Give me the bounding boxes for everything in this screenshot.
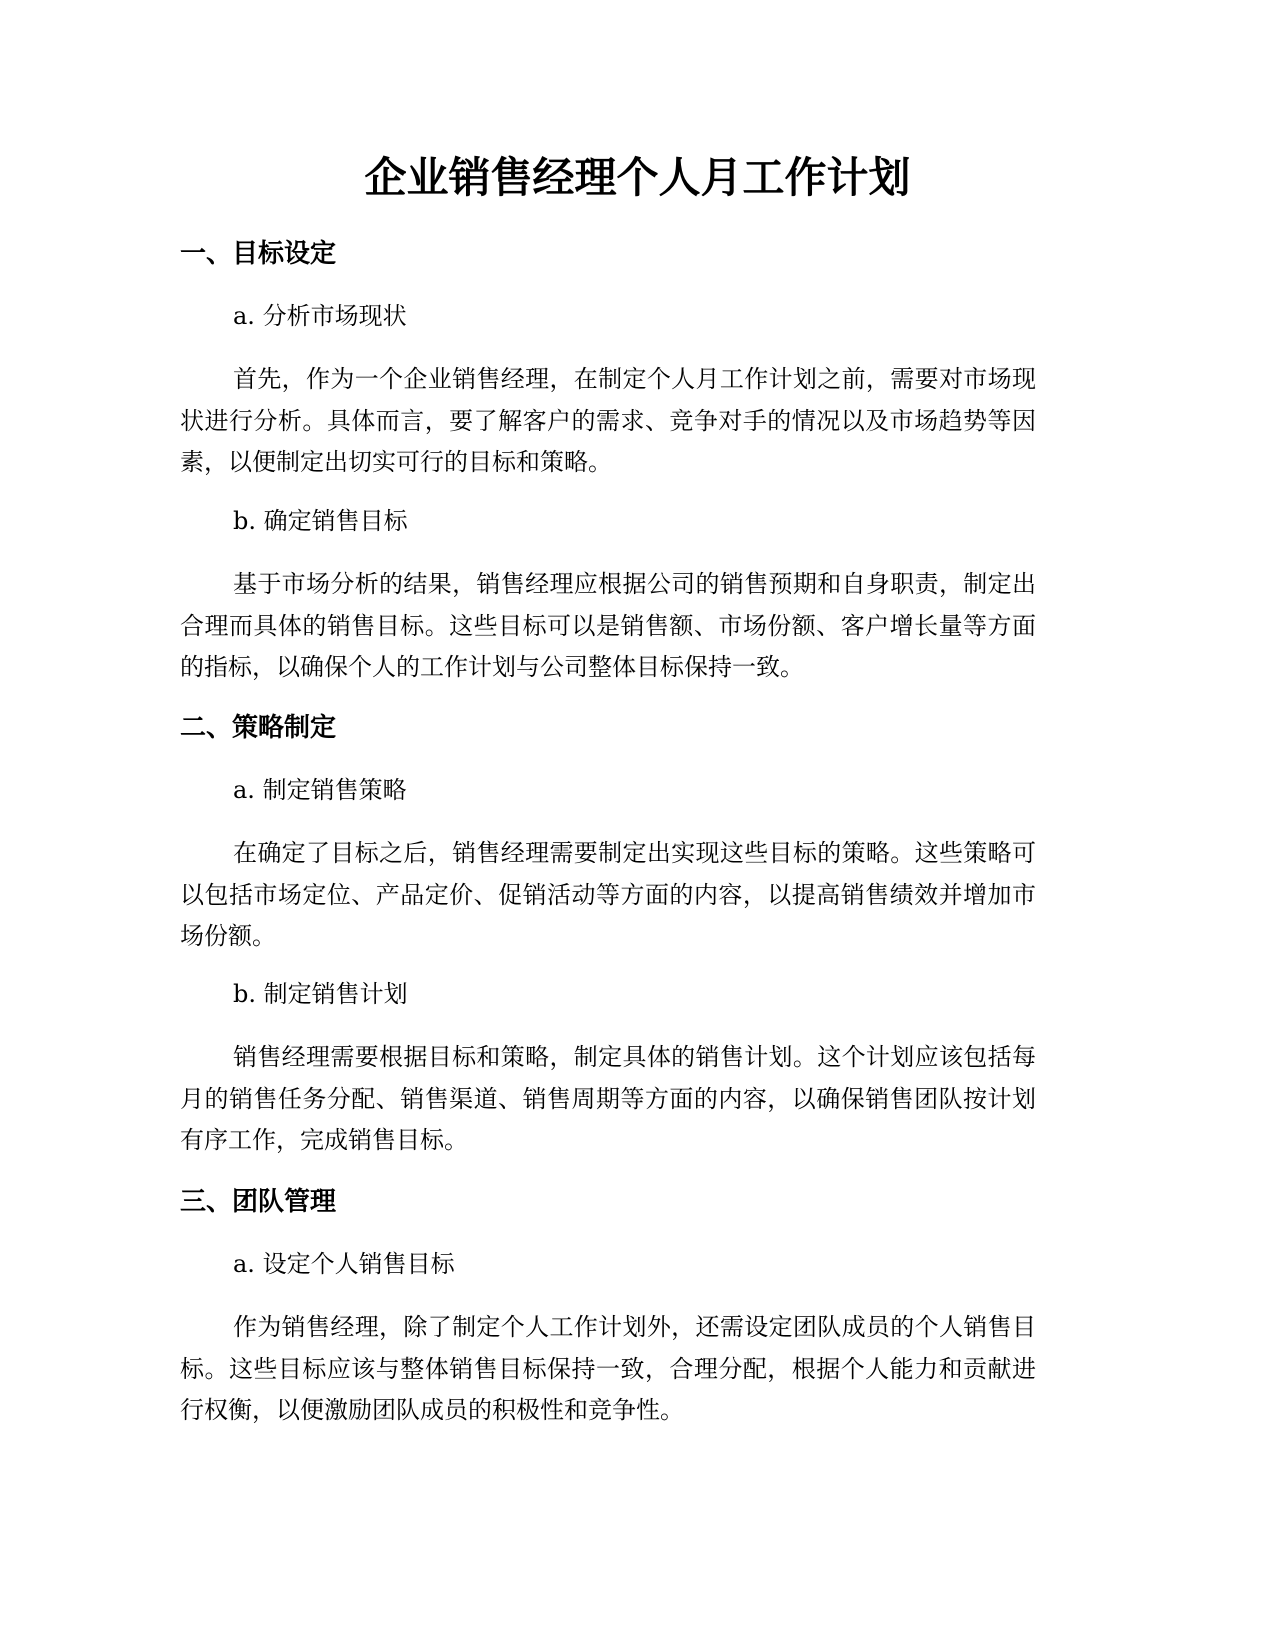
subheading-individual-targets: a. 设定个人销售目标 xyxy=(233,1250,455,1278)
paragraph-individual-targets: 作为销售经理，除了制定个人工作计划外，还需设定团队成员的个人销售目标。这些目标应该与整体销售目标保持一致，合理分配，根据个人能力和贡献进行权衡，以便激励团队成员的积极性和竞争性。 xyxy=(180,1313,1036,1424)
paragraph-sales-target: 基于市场分析的结果，销售经理应根据公司的销售预期和自身职责，制定出合理而具体的销售目标。这些目标可以是销售额、市场份额、客户增长量等方面的指标，以确保个人的工作计划与公司整体目标保持一致。 xyxy=(180,570,1036,681)
subheading-sales-target: b. 确定销售目标 xyxy=(233,507,408,535)
subheading-sales-strategy: a. 制定销售策略 xyxy=(233,776,407,804)
paragraph-sales-plan: 销售经理需要根据目标和策略，制定具体的销售计划。这个计划应该包括每月的销售任务分配、销售渠道、销售周期等方面的内容，以确保销售团队按计划有序工作，完成销售目标。 xyxy=(180,1043,1036,1154)
section-heading-strategy: 二、策略制定 xyxy=(180,713,337,743)
section-heading-goal-setting: 一、目标设定 xyxy=(180,239,337,269)
subheading-sales-plan: b. 制定销售计划 xyxy=(233,980,408,1008)
paragraph-market-analysis: 首先，作为一个企业销售经理，在制定个人月工作计划之前，需要对市场现状进行分析。具体而言，要了解客户的需求、竞争对手的情况以及市场趋势等因素，以便制定出切实可行的目标和策略。 xyxy=(180,365,1036,476)
document-title: 企业销售经理个人月工作计划 xyxy=(364,153,911,202)
section-heading-team-management: 三、团队管理 xyxy=(180,1187,337,1217)
paragraph-sales-strategy: 在确定了目标之后，销售经理需要制定出实现这些目标的策略。这些策略可以包括市场定位、产品定价、促销活动等方面的内容，以提高销售绩效并增加市场份额。 xyxy=(180,839,1036,950)
subheading-market-analysis: a. 分析市场现状 xyxy=(233,302,407,330)
